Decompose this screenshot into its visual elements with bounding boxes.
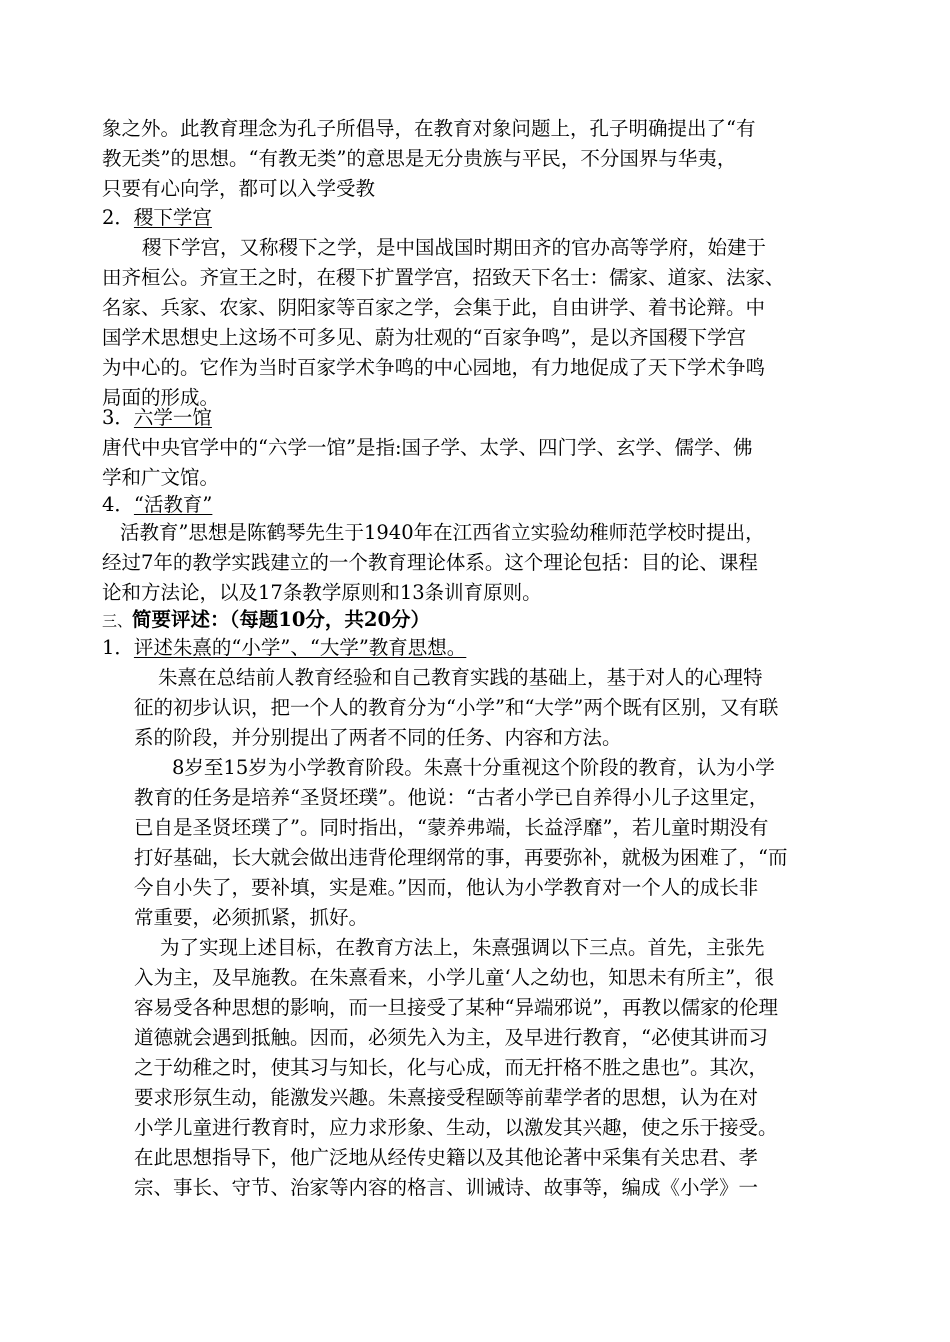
- paragraph-line: 名家、兵家、农家、阴阳家等百家之学，会集于此，自由讲学、着书论辩。中: [102, 296, 766, 319]
- paragraph-line: 只要有心向学，都可以入学受教: [102, 177, 376, 200]
- paragraph-line: 系的阶段，并分别提出了两者不同的任务、内容和方法。: [134, 726, 622, 749]
- paragraph-line: 为中心的。它作为当时百家学术争鸣的中心园地，有力地促成了天下学术争鸣: [102, 356, 766, 379]
- item-title: 六学一馆: [133, 406, 212, 429]
- question-number: 1．: [102, 636, 134, 659]
- paragraph-line: 常重要，必须抓紧，抓好。: [134, 906, 369, 929]
- item-number: 2．: [102, 206, 134, 229]
- paragraph-line: 要求形氛生动，能激发兴趣。朱熹接受程颐等前辈学者的思想，认为在对: [134, 1086, 759, 1109]
- paragraph-line: 道德就会遇到抵触。因而，必须先入为主，及早进行教育，“必使其讲而习: [134, 1026, 768, 1049]
- paragraph-line: 教育的任务是培养“圣贤坯璞”。他说：“古者小学已自养得小儿子这里定，: [134, 786, 769, 809]
- paragraph-line: 在此思想指导下，他广泛地从经传史籍以及其他论著中采集有关忠君、孝: [134, 1146, 759, 1169]
- paragraph-line: 象之外。此教育理念为孔子所倡导，在教育对象问题上，孔子明确提出了“有: [102, 117, 756, 140]
- paragraph-line: 稷下学宫，又称稷下之学，是中国战国时期田齐的官办高等学府，始建于: [142, 236, 767, 259]
- paragraph-line: 教无类”的思想。“有教无类”的意思是无分贵族与平民，不分国界与华夷，: [102, 147, 737, 170]
- paragraph-line: 田齐桓公。齐宣王之时，在稷下扩置学宫，招致天下名士：儒家、道家、法家、: [102, 266, 785, 289]
- paragraph-line: 容易受各种思想的影响，而一旦接受了某种“异端邪说”，再教以儒家的伦理: [134, 996, 778, 1019]
- question-title: 评述朱熹的“小学”、“大学”教育思想。: [133, 636, 467, 659]
- paragraph-line: 活教育”思想是陈鹤琴先生于1940年在江西省立实验幼稚师范学校时提出，: [120, 521, 765, 544]
- paragraph-line: 朱熹在总结前人教育经验和自己教育实践的基础上，基于对人的心理特: [158, 666, 763, 689]
- paragraph-line: 征的初步认识，把一个人的教育分为“小学”和“大学”两个既有区别，又有联: [134, 696, 779, 719]
- paragraph-line: 唐代中央官学中的“六学一馆”是指:国子学、太学、四门学、玄学、儒学、佛: [102, 436, 753, 459]
- paragraph-line: 局面的形成。: [102, 386, 220, 409]
- paragraph-line: 宗、事长、守节、治家等内容的格言、训诫诗、故事等，编成《小学》一: [134, 1176, 759, 1199]
- section-title: 简要评述：（每题10分，共20分）: [132, 608, 431, 631]
- paragraph-line: 小学儿童进行教育时，应力求形象、生动，以激发其兴趣，使之乐于接受。: [134, 1116, 778, 1139]
- question-heading: [102, 633, 466, 663]
- item-title: “活教育”: [133, 493, 213, 516]
- paragraph-line: 为了实现上述目标，在教育方法上，朱熹强调以下三点。首先，主张先: [160, 936, 765, 959]
- paragraph-line: 打好基础，长大就会做出违背伦理纲常的事，再要弥补，就极为困难了，“而: [134, 846, 788, 869]
- paragraph-line: 经过7年的教学实践建立的一个教育理论体系。这个理论包括：目的论、课程: [102, 551, 758, 574]
- paragraph-line: 入为主，及早施教。在朱熹看来，小学儿童‘人之幼也，知思未有所主”，很: [134, 966, 775, 989]
- section-heading: [102, 605, 430, 636]
- paragraph-line: 8岁至15岁为小学教育阶段。朱熹十分重视这个阶段的教育，认为小学: [172, 756, 775, 779]
- paragraph-line: 学和广文馆。: [102, 466, 220, 489]
- item-heading: [102, 403, 212, 433]
- item-heading: [102, 203, 212, 233]
- paragraph-line: 国学术思想史上这场不可多见、蔚为壮观的“百家争鸣”，是以齐国稷下学宫: [102, 326, 746, 349]
- paragraph-line: 今自小失了，要补填，实是难。”因而，他认为小学教育对一个人的成长非: [134, 876, 759, 899]
- item-number: 3．: [102, 406, 134, 429]
- section-number: 三、: [102, 612, 133, 630]
- paragraph-line: 已自是圣贤坯璞了”。同时指出，“蒙养弗端，长益浮靡”，若儿童时期没有: [134, 816, 769, 839]
- paragraph-line: 论和方法论，以及17条教学原则和13条训育原则。: [102, 581, 542, 604]
- item-title: 稷下学宫: [133, 206, 212, 229]
- item-number: 4．: [102, 493, 134, 516]
- item-heading: [102, 490, 212, 520]
- paragraph-line: 之于幼稚之时，使其习与知长，化与心成，而无扞格不胜之患也”。其次，: [134, 1056, 768, 1079]
